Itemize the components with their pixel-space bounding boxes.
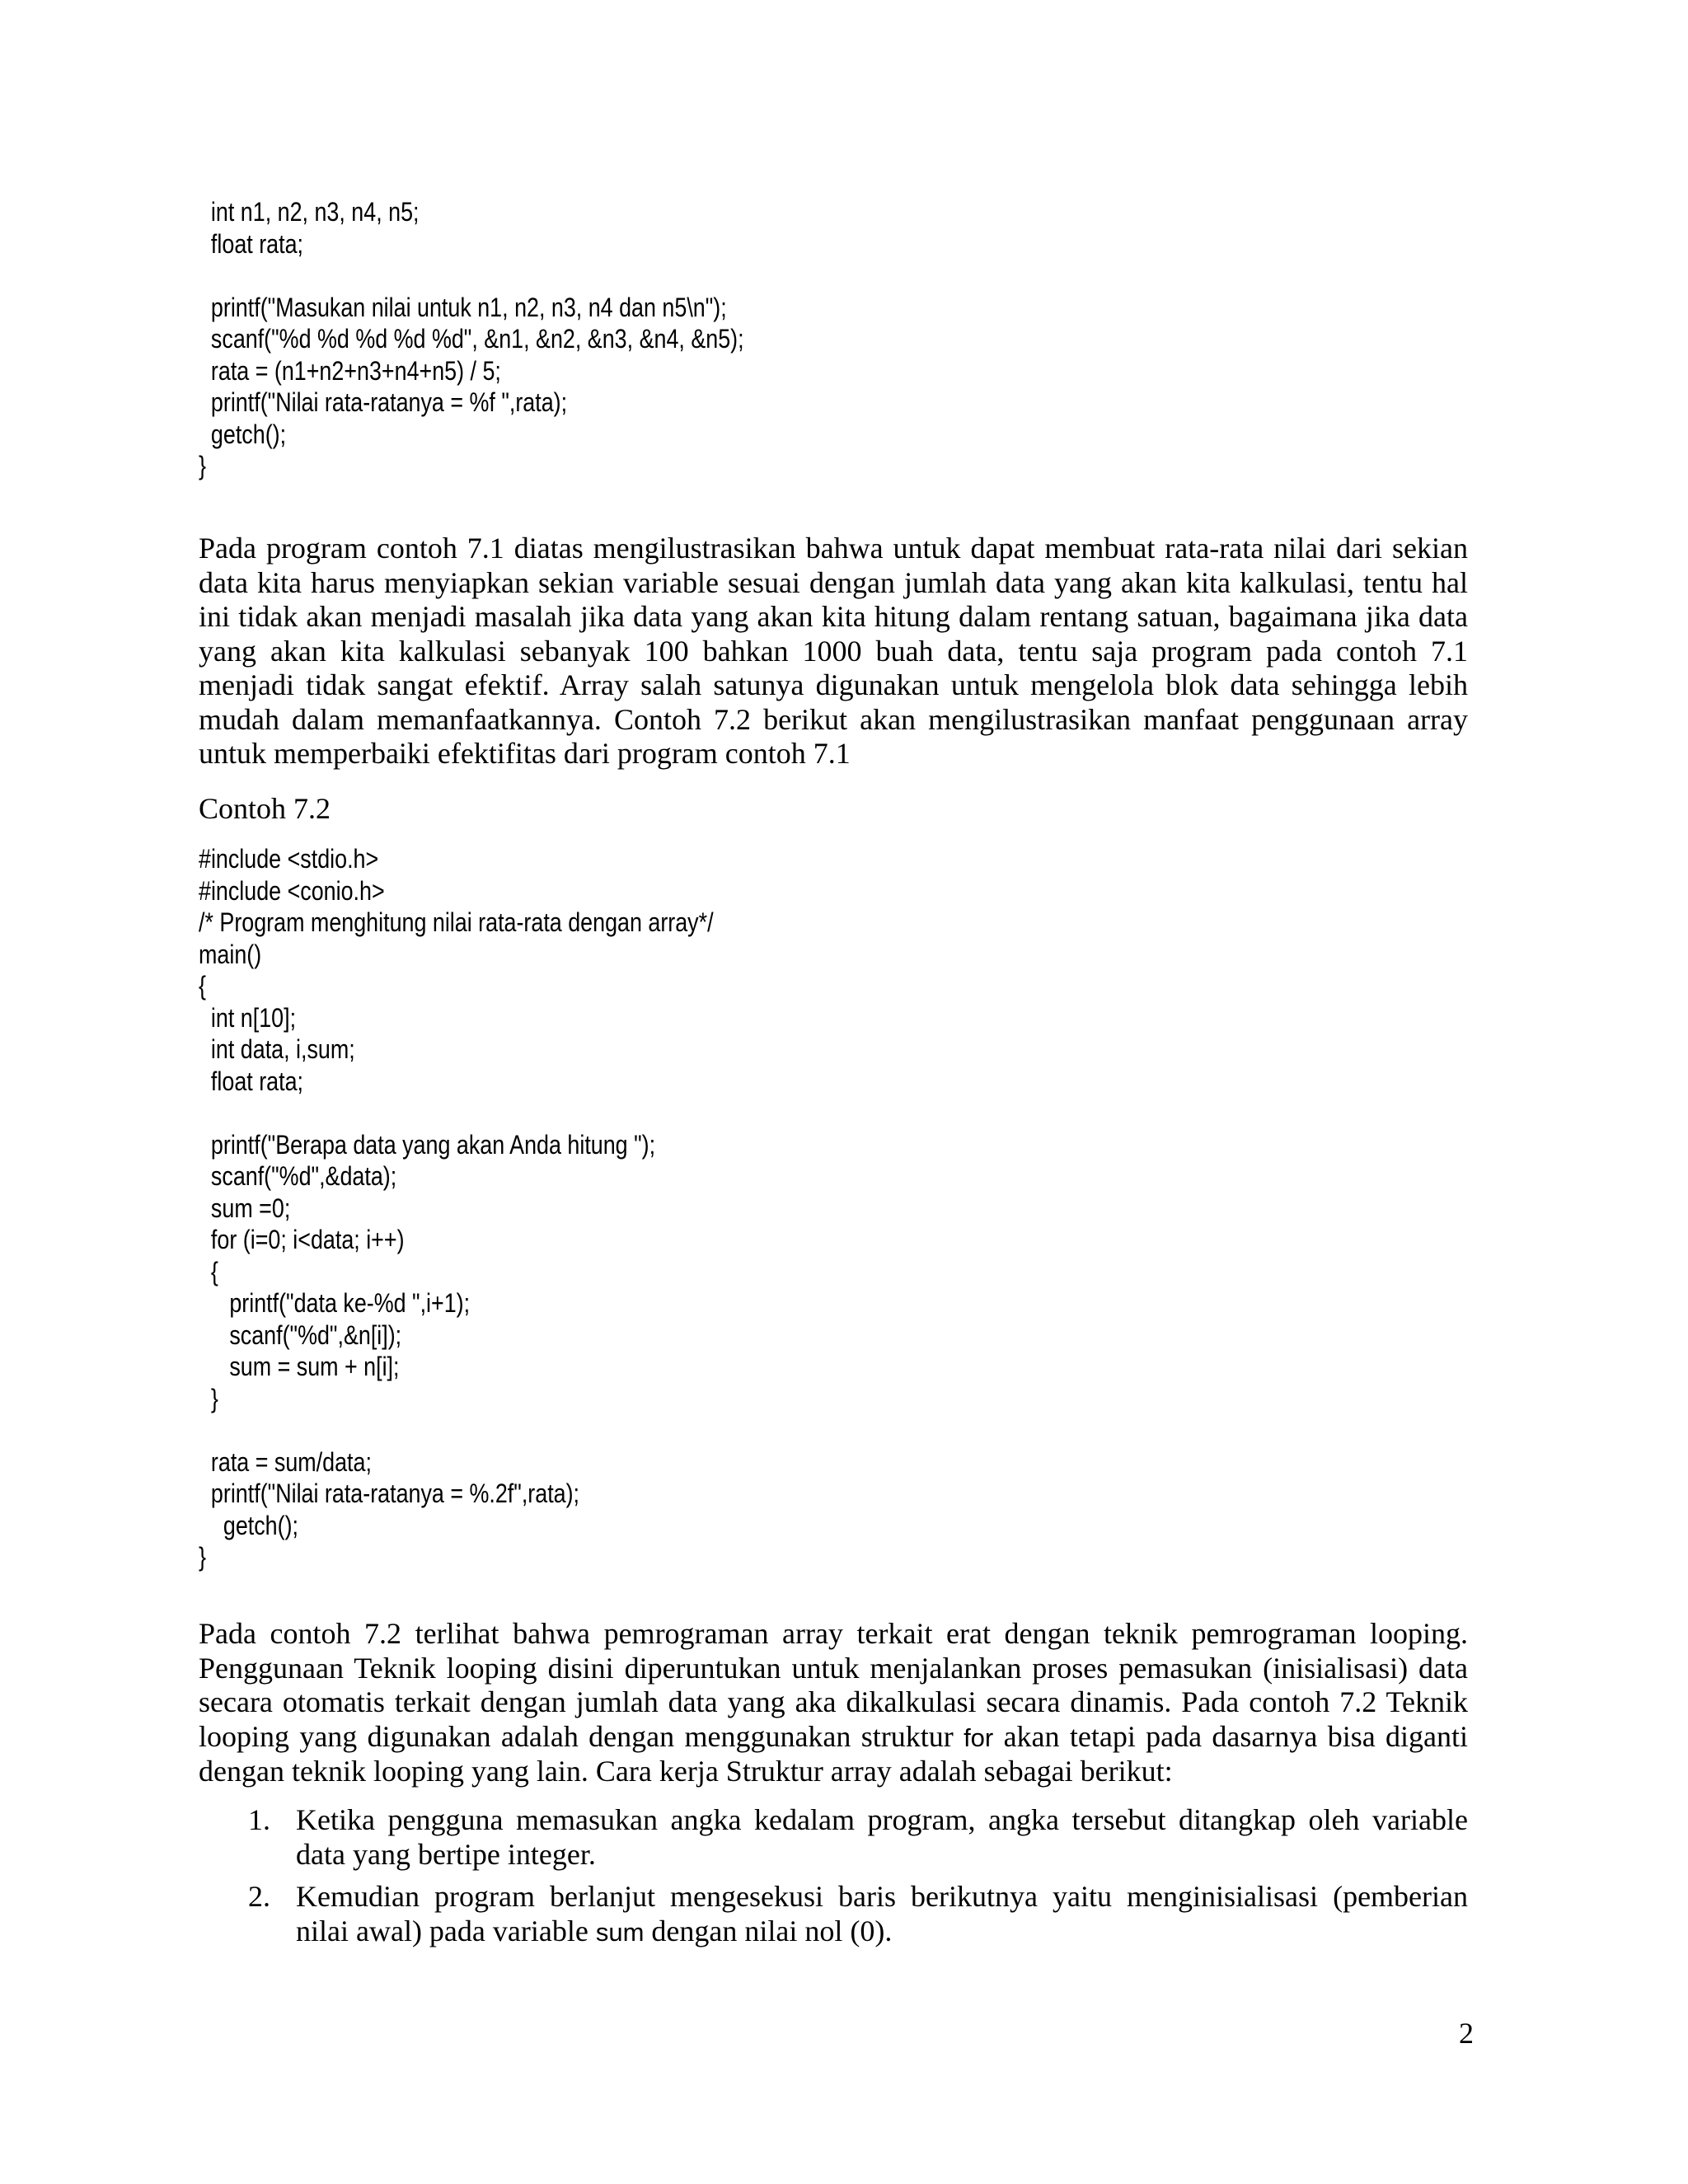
code-line: } bbox=[199, 451, 206, 480]
code-line: int n[10]; bbox=[199, 1002, 297, 1033]
example-heading: Contoh 7.2 bbox=[199, 792, 331, 825]
code-line: printf("Berapa data yang akan Anda hitung "); bbox=[199, 1129, 656, 1160]
code-line: main() bbox=[199, 939, 262, 969]
code-line: scanf("%d",&data); bbox=[199, 1161, 397, 1191]
code-line: printf("Nilai rata-ratanya = %f ",rata); bbox=[199, 387, 568, 417]
code-line: } bbox=[199, 1542, 206, 1572]
code-line: } bbox=[199, 1383, 218, 1413]
paragraph-explanation-7-1: Pada program contoh 7.1 diatas mengilustrasikan bahwa untuk dapat membuat rata-rata nilai dari sekian data kita harus menyiapkan sekian variable sesuai dengan jumlah data yang akan kita kalkulasi, tentu hal ini tidak akan menjadi masalah jika data yang akan kita hitung dalam rentang satuan, bagaimana jika data yang akan kita kalkulasi sebanyak 100 bahkan 1000 buah data, tentu saja program pada contoh 7.1 menjadi tidak sangat efektif. Array salah satunya digunakan untuk mengelola blok data sehingga lebih mudah dalam memanfaatkannya. Contoh 7.2 berikut akan mengilustrasikan manfaat penggunaan array untuk memperbaiki efektifitas dari program contoh 7.1 bbox=[199, 532, 1468, 770]
code-line: #include <conio.h> bbox=[199, 875, 385, 906]
code-line: { bbox=[199, 1256, 218, 1286]
list-item-number: 1. bbox=[248, 1803, 270, 1836]
code-block-example-7-2 bbox=[199, 843, 714, 1573]
inline-code-sum: sum bbox=[595, 1917, 645, 1947]
code-line: sum =0; bbox=[199, 1193, 291, 1223]
code-line: getch(); bbox=[199, 419, 287, 449]
list-item-number: 2. bbox=[248, 1880, 270, 1913]
code-line bbox=[199, 260, 744, 292]
code-line: float rata; bbox=[199, 1066, 303, 1096]
code-line: rata = sum/data; bbox=[199, 1446, 372, 1477]
paragraph-explanation-7-2 bbox=[199, 1617, 1468, 1789]
steps-list bbox=[199, 1803, 1468, 1957]
code-line: rata = (n1+n2+n3+n4+n5) / 5; bbox=[199, 355, 501, 386]
inline-code-for: for bbox=[964, 1722, 994, 1752]
list-item-text-after: dengan nilai nol (0). bbox=[651, 1914, 893, 1947]
code-line bbox=[199, 1097, 714, 1129]
code-line: int n1, n2, n3, n4, n5; bbox=[199, 197, 420, 227]
paragraph-text-after: akan tetapi pada dasarnya bisa diganti dengan teknik looping yang lain. Cara kerja Struktur array adalah sebagai berikut: bbox=[199, 1719, 1468, 1788]
code-line: int data, i,sum; bbox=[199, 1034, 355, 1064]
code-line: printf("Nilai rata-ratanya = %.2f",rata); bbox=[199, 1479, 580, 1508]
code-line: for (i=0; i<data; i++) bbox=[199, 1225, 405, 1254]
code-line: sum = sum + n[i]; bbox=[199, 1352, 400, 1381]
list-item bbox=[199, 1803, 1468, 1872]
code-line: scanf("%d",&n[i]); bbox=[199, 1319, 402, 1350]
paragraph-text-before: Pada contoh 7.2 terlihat bahwa pemrograman array terkait erat dengan teknik pemrograman looping. Penggunaan Teknik looping disini diperuntukan untuk menjalankan proses pemasukan (inisialisasi) data secara otomatis terkait dengan jumlah data yang aka dikalkulasi secara dinamis. Pada contoh 7.2 Teknik looping yang digunakan adalah dengan menggunakan struktur bbox=[199, 1617, 1468, 1753]
code-line: printf("Masukan nilai untuk n1, n2, n3, n4 dan n5\n"); bbox=[199, 292, 727, 322]
code-line: #include <stdio.h> bbox=[199, 844, 379, 874]
code-line bbox=[199, 1414, 714, 1446]
code-line: /* Program menghitung nilai rata-rata dengan array*/ bbox=[199, 907, 714, 937]
code-line: { bbox=[199, 971, 206, 1001]
list-item-text: Ketika pengguna memasukan angka kedalam program, angka tersebut ditangkap oleh variable data yang bertipe integer. bbox=[296, 1803, 1468, 1871]
code-line: printf("data ke-%d ",i+1); bbox=[199, 1288, 471, 1318]
code-line: float rata; bbox=[199, 228, 303, 259]
code-line: getch(); bbox=[199, 1510, 298, 1540]
code-block-top bbox=[199, 196, 744, 482]
page-number: 2 bbox=[1459, 2017, 1474, 2050]
list-item bbox=[199, 1880, 1468, 1949]
code-line: scanf("%d %d %d %d %d", &n1, &n2, &n3, &n4, &n5); bbox=[199, 324, 744, 354]
list-item-text-before: Kemudian program berlanjut mengesekusi baris berikutnya yaitu menginisialisasi (pemberian nilai awal) pada variable bbox=[296, 1880, 1468, 1947]
